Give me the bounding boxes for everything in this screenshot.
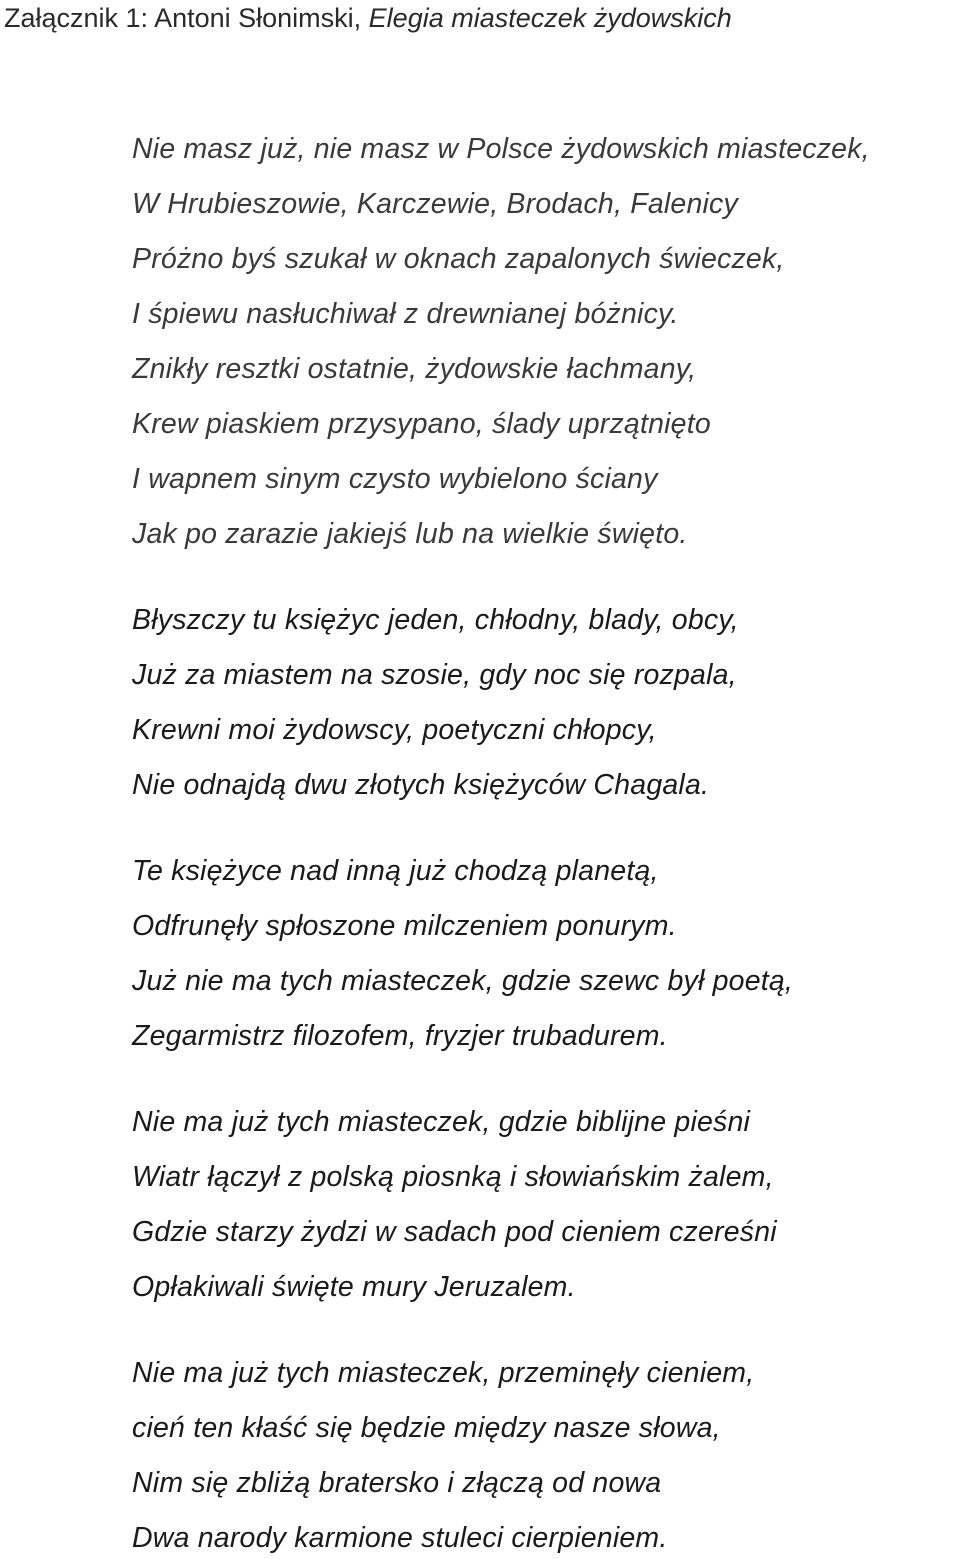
poem-line: Odfrunęły spłoszone milczeniem ponurym. [132,910,677,942]
title-prefix: Załącznik 1: Antoni Słonimski, [4,3,369,33]
poem-line: Nie ma już tych miasteczek, gdzie biblijne pieśni [132,1106,751,1138]
poem-line: cień ten kłaść się będzie między nasze słowa, [132,1412,721,1444]
poem-line: I śpiewu nasłuchiwał z drewnianej bóżnicy. [132,298,679,330]
poem-line: Próżno byś szukał w oknach zapalonych świeczek, [132,243,785,275]
poem-line: Nie masz już, nie masz w Polsce żydowskich miasteczek, [132,133,870,165]
poem-line: Te księżyce nad inną już chodzą planetą, [132,855,659,887]
poem-line: Wiatr łączył z polską piosnką i słowiańskim żalem, [132,1161,774,1193]
poem-line: Już nie ma tych miasteczek, gdzie szewc był poetą, [132,965,794,997]
poem-line: Znikły resztki ostatnie, żydowskie łachmany, [132,353,697,385]
document-title [4,0,732,36]
poem-line: Nie ma już tych miasteczek, przeminęły cieniem, [132,1357,755,1389]
poem-line: Zegarmistrz filozofem, fryzjer trubadurem. [132,1020,668,1052]
poem-line: Już za miastem na szosie, gdy noc się rozpala, [132,659,737,691]
poem-line: Dwa narody karmione stuleci cierpieniem. [132,1522,668,1554]
poem-line: I wapnem sinym czysto wybielono ściany [132,463,658,495]
poem-line: Gdzie starzy żydzi w sadach pod cieniem czereśni [132,1216,777,1248]
poem-line: Nim się zbliżą bratersko i złączą od nowa [132,1467,662,1499]
poem-line: Opłakiwali święte mury Jeruzalem. [132,1271,576,1303]
poem-line: Krewni moi żydowscy, poetyczni chłopcy, [132,714,657,746]
poem-line: Jak po zarazie jakiejś lub na wielkie święto. [132,518,688,550]
title-work: Elegia miasteczek żydowskich [368,3,732,33]
poem-line: W Hrubieszowie, Karczewie, Brodach, Falenicy [132,188,738,220]
poem-line: Błyszczy tu księżyc jeden, chłodny, blady, obcy, [132,604,739,636]
poem-line: Krew piaskiem przysypano, ślady uprzątnięto [132,408,711,440]
poem-line: Nie odnajdą dwu złotych księżyców Chagala. [132,769,710,801]
